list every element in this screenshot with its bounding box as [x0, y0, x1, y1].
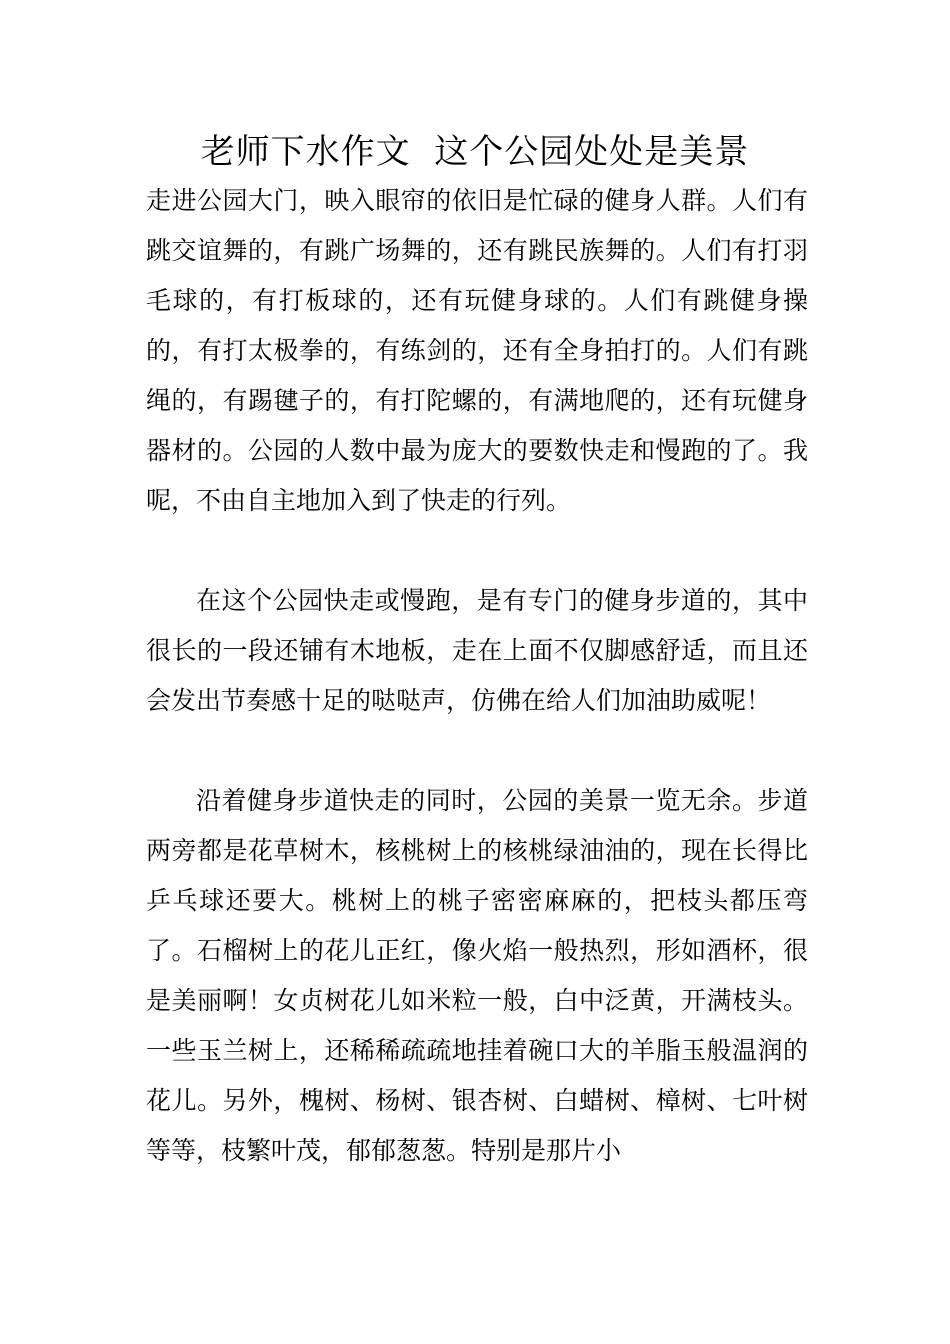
paragraph-1: 走进公园大门，映入眼帘的依旧是忙碌的健身人群。人们有跳交谊舞的，有跳广场舞的，还有跳民族舞的。人们有打羽毛球的，有打板球的，还有玩健身球的。人们有跳健身操的，有打太极拳的，有练剑的，还有全身拍打的。人们有跳绳的，有踢毽子的，有打陀螺的，有满地爬的，还有玩健身器材的。公园的人数中最为庞大的要数快走和慢跑的了。我呢，不由自主地加入到了快走的行列。	[146, 186, 808, 515]
paragraph-spacer	[146, 726, 808, 776]
paragraph-2: 在这个公园快走或慢跑，是有专门的健身步道的，其中很长的一段还铺有木地板，走在上面不仅脚感舒适，而且还会发出节奏感十足的哒哒声，仿佛在给人们加油助威呢！	[146, 586, 808, 715]
paragraph-3: 沿着健身步道快走的同时，公园的美景一览无余。步道两旁都是花草树木，核桃树上的核桃绿油油的，现在长得比乒乓球还要大。桃树上的桃子密密麻麻的，把枝头都压弯了。石榴树上的花儿正红，像火焰一般热烈，形如酒杯，很是美丽啊！女贞树花儿如米粒一般，白中泛黄，开满枝头。一些玉兰树上，还稀稀疏疏地挂着碗口大的羊脂玉般温润的花儿。另外，槐树、杨树、银杏树、白蜡树、樟树、七叶树等等，枝繁叶茂，郁郁葱葱。特别是那片小	[146, 786, 808, 1165]
paragraph-spacer	[146, 526, 808, 576]
document-body	[146, 176, 808, 1176]
document-title: 老师下水作文 这个公园处处是美景	[200, 132, 750, 172]
